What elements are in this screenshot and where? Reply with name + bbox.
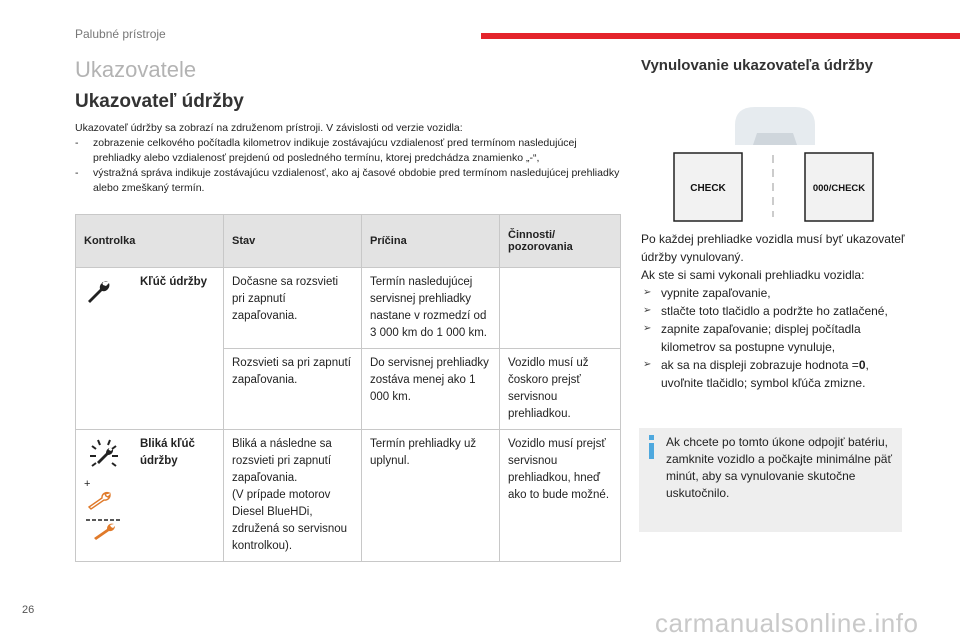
service-wrench-icon <box>84 518 124 544</box>
reset-step-text: ak sa na displeji zobrazuje hodnota = <box>661 358 859 372</box>
info-icon <box>649 435 654 440</box>
icon-cell <box>76 430 133 562</box>
watermark: carmanualsonline.info <box>655 608 919 638</box>
reset-step <box>641 320 906 356</box>
stav-cell: Dočasne sa rozsvieti pri zapnutí zapaľovania. <box>224 268 362 349</box>
indicator-name: Kľúč údržby <box>132 268 224 430</box>
indicator-name: Bliká kľúč údržby <box>132 430 224 562</box>
stav-cell: Rozsvieti sa pri zapnutí zapaľovania. <box>224 349 362 430</box>
intro-bullet: - výstražná správa indikuje zostávajúcu vzdialenosť, ako aj časové obdobie pred termínom nasledujúcej prehliadky alebo zmeškaný termín. <box>75 167 620 194</box>
check-button-label: CHECK <box>690 183 726 194</box>
section-heading: Ukazovateľ údržby <box>75 91 244 112</box>
reset-step-text: zapnite zapaľovanie; displej počítadla kilometrov sa postupne vynuluje, <box>661 322 861 354</box>
arrow-icon: ➢ <box>643 305 652 316</box>
reset-step-bold: 0 <box>858 358 866 372</box>
cinnost-cell <box>500 268 621 349</box>
intro-bullet: - zobrazenie celkového počítadla kilometrov indikuje zostávajúcu vzdialenosť pred termínom nasledujúcej prehliadky alebo vzdialenosť prejdenú od posledného termínu, ktorej predchádza znamienko „-“, <box>75 137 577 164</box>
arrow-icon: ➢ <box>643 323 652 334</box>
icon-cell <box>76 268 133 430</box>
cinnost-cell: Vozidlo musí už čoskoro prejsť servisnou prehliadkou. <box>500 349 621 430</box>
intro-text <box>75 121 620 196</box>
info-box <box>639 428 902 532</box>
reset-instructions <box>641 230 906 392</box>
wrench-outline-icon <box>84 490 114 512</box>
intro-paragraph: Ukazovateľ údržby sa zobrazí na združenom prístroji. V závislosti od verzie vozidla: <box>75 122 463 134</box>
pricina-cell: Do servisnej prehliadky zostáva menej ako 1 000 km. <box>362 349 500 430</box>
pricina-cell: Termín prehliadky už uplynul. <box>362 430 500 562</box>
info-text: Ak chcete po tomto úkone odpojiť batériu, zamknite vozidlo a počkajte minimálne päť minút, aby sa vynulovanie skutočne uskutočnilo. <box>666 435 892 500</box>
reset-step <box>641 284 906 302</box>
maintenance-table <box>75 214 621 562</box>
stav-note: (V prípade motorov Diesel BlueHDi, združená so servisnou kontrolkou). <box>232 489 348 552</box>
stav-text: Bliká a následne sa rozsvieti pri zapnutí zapaľovania. <box>232 438 332 484</box>
header-stav: Stav <box>224 215 362 268</box>
reset-step-text: , uvoľnite tlačidlo; symbol kľúča zmizne. <box>661 358 869 390</box>
intro-bullet-text: zobrazenie celkového počítadla kilometrov indikuje zostávajúcu vzdialenosť pred termínom nasledujúcej prehliadky alebo vzdialenosť prejdenú od posledného termínu, ktorej predchádza znamienko „-“, <box>93 137 577 164</box>
wrench-icon <box>84 278 112 306</box>
page-title: Ukazovatele <box>75 57 197 82</box>
section-accent-bar <box>481 33 960 39</box>
reset-step <box>641 302 906 320</box>
plus-sign: + <box>84 478 91 490</box>
pricina-cell: Termín nasledujúcej servisnej prehliadky nastane v rozmedzí od 3 000 km do 1 000 km. <box>362 268 500 349</box>
section-label: Palubné prístroje <box>75 27 166 41</box>
reset-paragraph: Ak ste si sami vykonali prehliadku vozidla: <box>641 268 865 282</box>
page-number: 26 <box>22 604 35 616</box>
reset-step-text: vypnite zapaľovanie, <box>661 286 771 300</box>
dashboard-illustration <box>665 105 880 230</box>
reset-paragraph: Po každej prehliadke vozidla musí byť ukazovateľ údržby vynulovaný. <box>641 232 905 264</box>
stav-cell <box>224 430 362 562</box>
table-row <box>76 430 621 562</box>
arrow-icon: ➢ <box>643 287 652 298</box>
reset-heading: Vynulovanie ukazovateľa údržby <box>641 57 873 74</box>
blinking-wrench-icon <box>84 436 124 472</box>
arrow-icon: ➢ <box>643 359 652 370</box>
header-cinnosti: Činnosti/ pozorovania <box>500 215 621 268</box>
reset-button-label: 000/CHECK <box>812 183 866 194</box>
reset-step-text: stlačte toto tlačidlo a podržte ho zatlačené, <box>661 304 888 318</box>
info-icon-bar <box>649 443 654 459</box>
header-kontrolka: Kontrolka <box>76 215 224 268</box>
header-pricina: Príčina <box>362 215 500 268</box>
cinnost-cell: Vozidlo musí prejsť servisnou prehliadkou, hneď ako to bude možné. <box>500 430 621 562</box>
table-header-row <box>76 215 621 268</box>
intro-bullet-text: výstražná správa indikuje zostávajúcu vzdialenosť, ako aj časové obdobie pred termínom nasledujúcej prehliadky alebo zmeškaný termín. <box>93 167 620 194</box>
table-row <box>76 268 621 349</box>
reset-step <box>641 356 906 392</box>
